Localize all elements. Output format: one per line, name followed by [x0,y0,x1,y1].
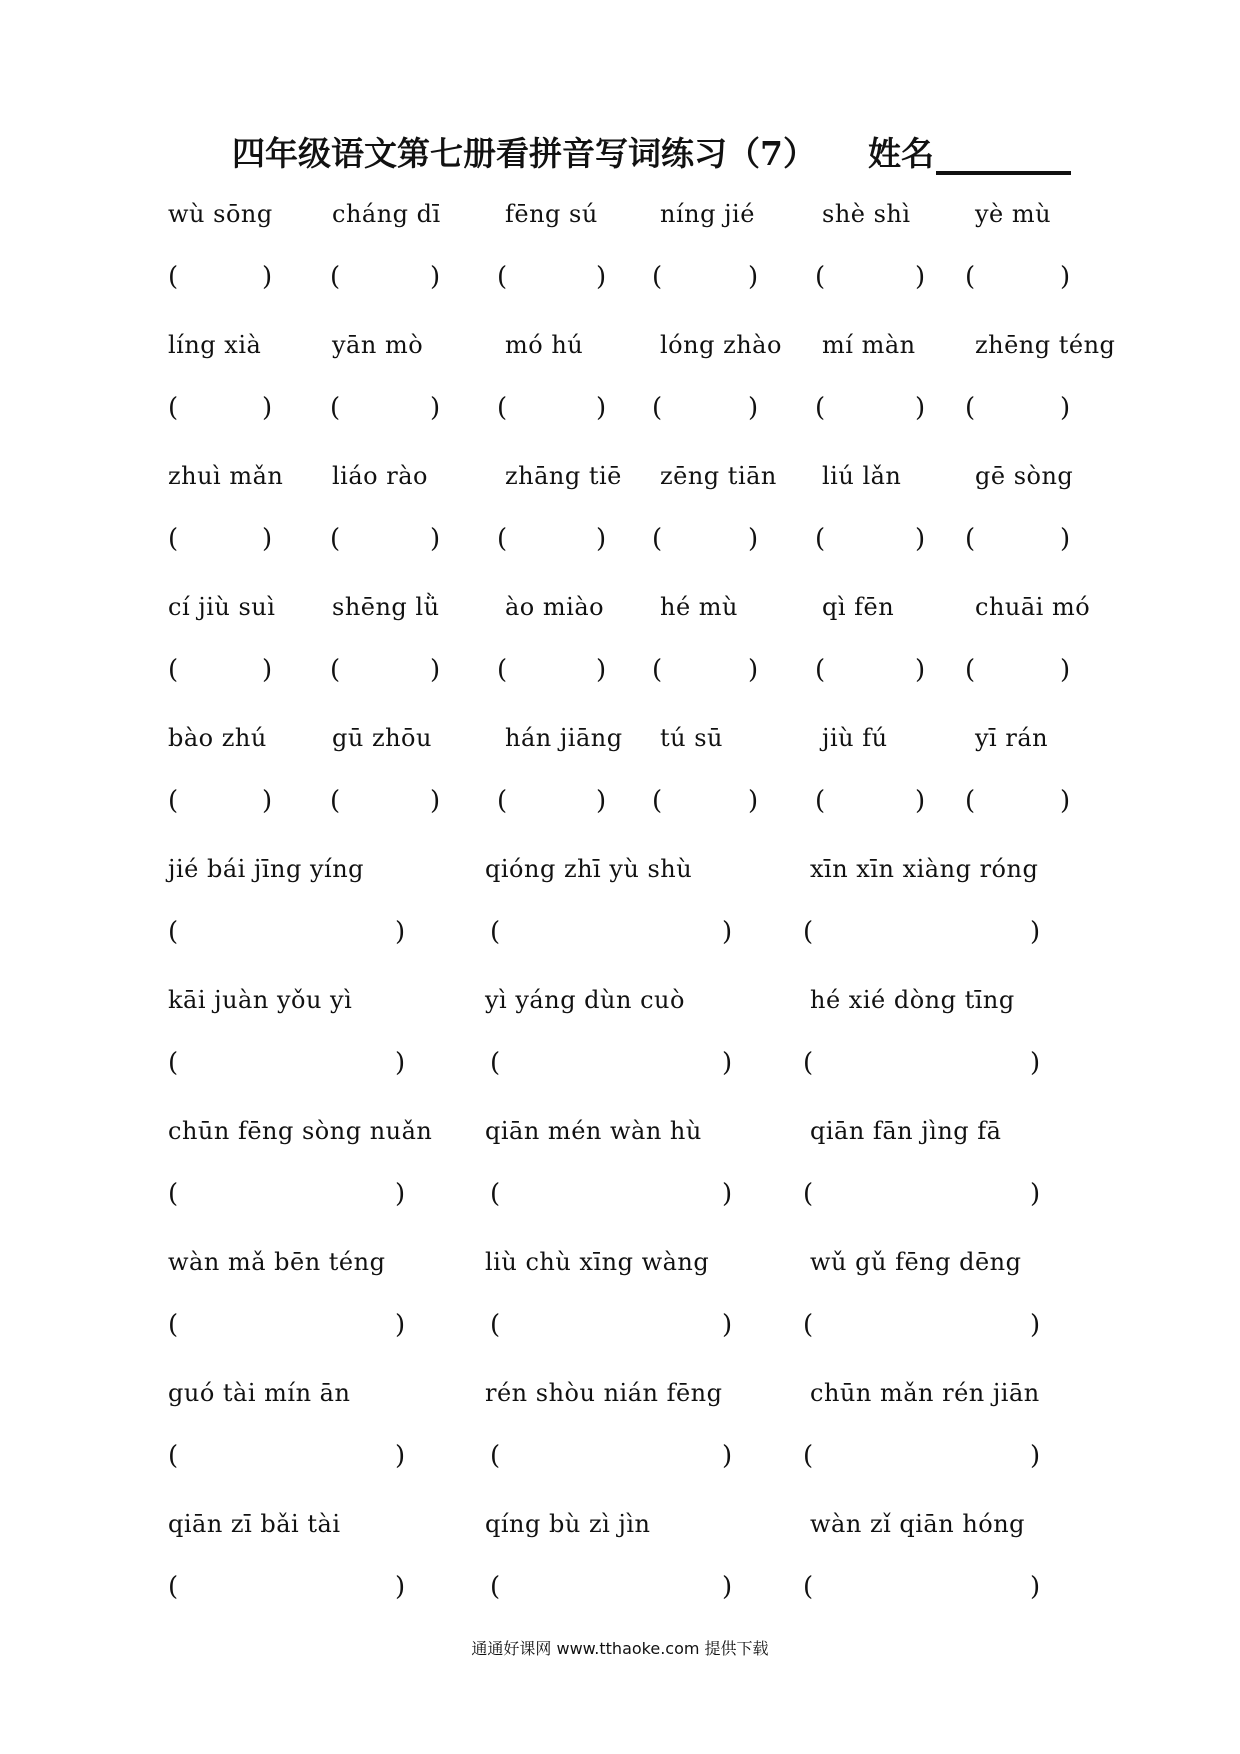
answer-bracket-open: ( [497,524,508,554]
answer-bracket-close: ) [430,393,441,423]
answer-bracket-open: ( [652,524,663,554]
answer-bracket-open: ( [490,1572,501,1602]
answer-bracket-open: ( [803,1048,814,1078]
answer-bracket-open: ( [965,786,976,816]
answer-bracket-close: ) [596,786,607,816]
answer-bracket-close: ) [1030,1310,1041,1340]
answer-bracket-open: ( [490,1310,501,1340]
answer-bracket-close: ) [722,1048,733,1078]
answer-bracket-close: ) [1030,1048,1041,1078]
answer-bracket-close: ) [722,1441,733,1471]
answer-bracket-close: ) [915,524,926,554]
pinyin-word: wù sōng [168,200,273,228]
answer-bracket-open: ( [497,655,508,685]
answer-bracket-open: ( [490,917,501,947]
pinyin-word: chuāi mó [975,593,1091,621]
pinyin-word: mí màn [822,331,916,359]
pinyin-word: zhāng tiē [505,462,622,490]
answer-bracket-close: ) [596,262,607,292]
answer-bracket-close: ) [596,393,607,423]
answer-bracket-open: ( [168,1572,179,1602]
answer-bracket-open: ( [168,1310,179,1340]
answer-bracket-open: ( [803,1572,814,1602]
pinyin-word: jié bái jīng yíng [168,855,365,883]
answer-bracket-close: ) [748,786,759,816]
pinyin-word: jiù fú [822,724,888,752]
answer-bracket-open: ( [815,393,826,423]
answer-bracket-close: ) [596,524,607,554]
answer-bracket-open: ( [815,524,826,554]
answer-bracket-close: ) [395,1441,406,1471]
answer-bracket-open: ( [490,1048,501,1078]
answer-bracket-close: ) [722,917,733,947]
answer-bracket-open: ( [168,1441,179,1471]
pinyin-word: qíng bù zì jìn [485,1510,651,1538]
pinyin-word: liáo rào [332,462,428,490]
answer-bracket-close: ) [1060,524,1071,554]
pinyin-word: hé xié dòng tīng [810,986,1015,1014]
pinyin-word: shēng lǜ [332,593,440,621]
answer-bracket-open: ( [330,655,341,685]
pinyin-word: líng xià [168,331,262,359]
answer-bracket-close: ) [1030,1179,1041,1209]
answer-bracket-open: ( [168,1179,179,1209]
answer-bracket-open: ( [815,655,826,685]
answer-bracket-close: ) [430,524,441,554]
pinyin-word: gū zhōu [332,724,432,752]
pinyin-word: kāi juàn yǒu yì [168,986,353,1014]
answer-bracket-close: ) [1030,1441,1041,1471]
answer-bracket-open: ( [497,393,508,423]
answer-bracket-open: ( [490,1179,501,1209]
pinyin-word: zhēng téng [975,331,1116,359]
answer-bracket-close: ) [430,262,441,292]
answer-bracket-open: ( [803,1441,814,1471]
answer-bracket-close: ) [1060,655,1071,685]
pinyin-word: chūn mǎn rén jiān [810,1379,1040,1407]
page-title [232,128,1071,175]
pinyin-word: yè mù [975,200,1052,228]
answer-bracket-close: ) [915,786,926,816]
answer-bracket-open: ( [965,262,976,292]
pinyin-word: wǔ gǔ fēng dēng [810,1248,1022,1276]
pinyin-word: shè shì [822,200,911,228]
answer-bracket-open: ( [497,786,508,816]
answer-bracket-open: ( [330,262,341,292]
answer-bracket-open: ( [652,393,663,423]
answer-bracket-open: ( [965,524,976,554]
pinyin-word: cí jiù suì [168,593,276,621]
answer-bracket-close: ) [915,262,926,292]
pinyin-word: zēng tiān [660,462,777,490]
answer-bracket-open: ( [803,1310,814,1340]
pinyin-word: guó tài mín ān [168,1379,351,1407]
answer-bracket-open: ( [168,786,179,816]
pinyin-word: wàn zǐ qiān hóng [810,1510,1026,1538]
answer-bracket-close: ) [722,1179,733,1209]
pinyin-word: yī rán [975,724,1049,752]
answer-bracket-close: ) [1060,393,1071,423]
answer-bracket-close: ) [395,1179,406,1209]
pinyin-word: cháng dī [332,200,441,228]
answer-bracket-open: ( [803,1179,814,1209]
answer-bracket-open: ( [330,524,341,554]
answer-bracket-open: ( [652,655,663,685]
answer-bracket-open: ( [652,786,663,816]
pinyin-word: zhuì mǎn [168,462,284,490]
answer-bracket-close: ) [262,393,273,423]
pinyin-word: hán jiāng [505,724,623,752]
pinyin-word: qiān fān jìng fā [810,1117,1002,1145]
answer-bracket-close: ) [395,917,406,947]
pinyin-word: wàn mǎ bēn téng [168,1248,386,1276]
name-blank-line [936,137,1071,175]
answer-bracket-close: ) [748,655,759,685]
answer-bracket-close: ) [1030,1572,1041,1602]
worksheet-title: 四年级语文第七册看拼音写词练习（7） [232,134,816,173]
answer-bracket-open: ( [168,1048,179,1078]
answer-bracket-close: ) [748,393,759,423]
pinyin-word: qì fēn [822,593,895,621]
pinyin-word: mó hú [505,331,584,359]
pinyin-word: gē sòng [975,462,1074,490]
pinyin-word: liù chù xīng wàng [485,1248,710,1276]
answer-bracket-open: ( [168,524,179,554]
answer-bracket-close: ) [748,524,759,554]
answer-bracket-close: ) [596,655,607,685]
answer-bracket-open: ( [803,917,814,947]
answer-bracket-close: ) [915,655,926,685]
pinyin-word: xīn xīn xiàng róng [810,855,1039,883]
pinyin-word: ào miào [505,593,605,621]
pinyin-word: qiān zī bǎi tài [168,1510,341,1538]
answer-bracket-open: ( [168,393,179,423]
pinyin-word: tú sū [660,724,724,752]
answer-bracket-open: ( [965,393,976,423]
answer-bracket-close: ) [722,1310,733,1340]
answer-bracket-open: ( [168,655,179,685]
answer-bracket-close: ) [748,262,759,292]
answer-bracket-open: ( [490,1441,501,1471]
answer-bracket-close: ) [262,655,273,685]
answer-bracket-close: ) [1030,917,1041,947]
answer-bracket-close: ) [262,524,273,554]
answer-bracket-open: ( [497,262,508,292]
footer-credit: 通通好课网 www.tthaoke.com 提供下载 [471,1639,769,1658]
answer-bracket-close: ) [395,1048,406,1078]
answer-bracket-close: ) [395,1310,406,1340]
pinyin-word: hé mù [660,593,739,621]
answer-bracket-close: ) [1060,262,1071,292]
pinyin-word: yān mò [332,331,424,359]
pinyin-word: rén shòu nián fēng [485,1379,723,1407]
answer-bracket-open: ( [168,262,179,292]
answer-bracket-close: ) [395,1572,406,1602]
answer-bracket-close: ) [430,786,441,816]
answer-bracket-close: ) [915,393,926,423]
answer-bracket-open: ( [168,917,179,947]
pinyin-word: bào zhú [168,724,267,752]
answer-bracket-open: ( [652,262,663,292]
pinyin-word: níng jié [660,200,755,228]
pinyin-word: qióng zhī yù shù [485,855,693,883]
pinyin-word: qiān mén wàn hù [485,1117,702,1145]
answer-bracket-close: ) [722,1572,733,1602]
pinyin-word: fēng sú [505,200,598,228]
answer-bracket-close: ) [430,655,441,685]
name-label: 姓名 [867,134,934,173]
answer-bracket-open: ( [815,262,826,292]
pinyin-word: chūn fēng sòng nuǎn [168,1117,433,1145]
pinyin-word: liú lǎn [822,462,902,490]
answer-bracket-close: ) [1060,786,1071,816]
answer-bracket-close: ) [262,786,273,816]
pinyin-word: yì yáng dùn cuò [485,986,685,1014]
pinyin-word: lóng zhào [660,331,782,359]
answer-bracket-close: ) [262,262,273,292]
answer-bracket-open: ( [330,393,341,423]
answer-bracket-open: ( [330,786,341,816]
answer-bracket-open: ( [965,655,976,685]
answer-bracket-open: ( [815,786,826,816]
